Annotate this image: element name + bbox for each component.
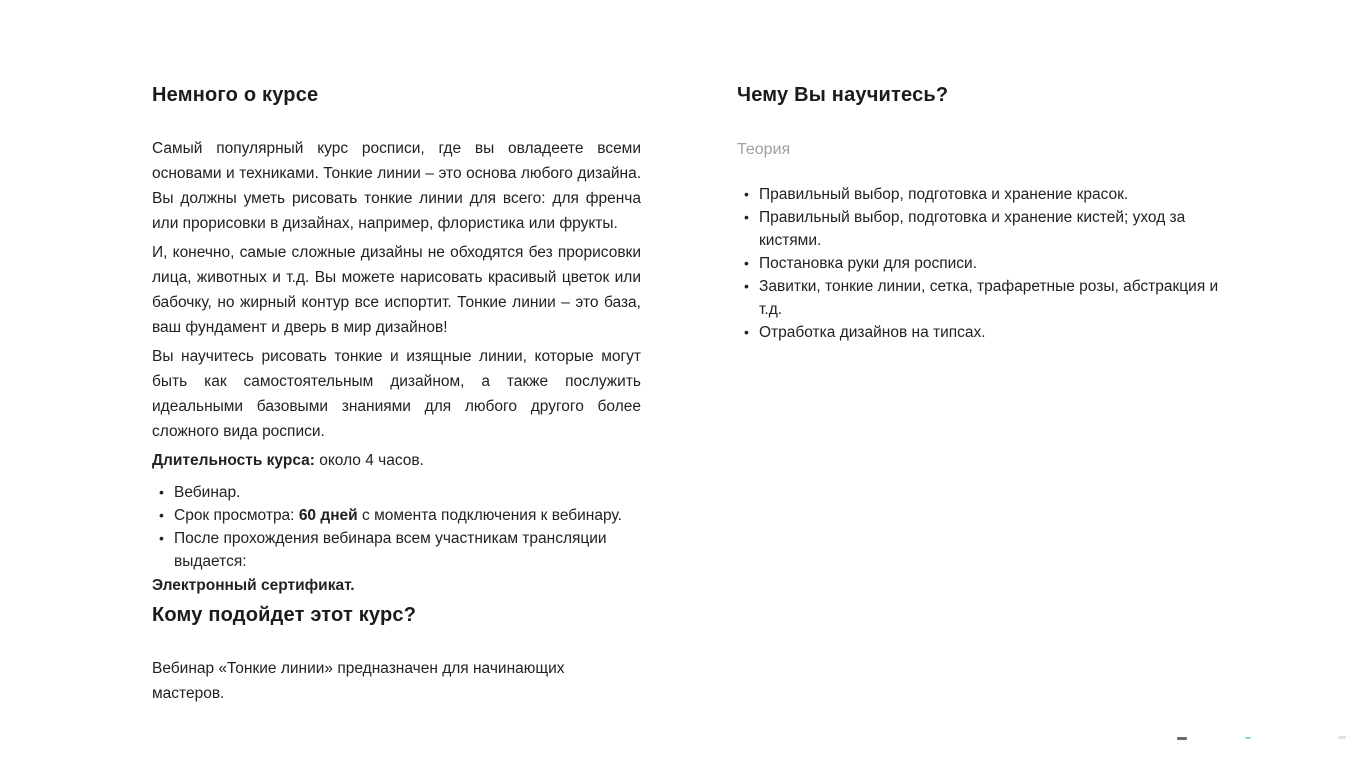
theory-subtitle: Теория [737, 141, 791, 158]
duration-value: около 4 часов. [319, 452, 424, 469]
learn-list [737, 183, 1237, 344]
list-item-text: После прохождения вебинара всем участникам трансляции выдается: [174, 530, 607, 570]
list-item [152, 481, 641, 504]
about-paragraph-1: Самый популярный курс росписи, где вы овладеете всеми основами и техниками. Тонкие линии – это основа любого дизайна. Вы должны уметь рисовать тонкие линии для всего: для френча или прорисовки в дизайнах, например, флористика или фрукты. [152, 140, 641, 232]
list-item-text: Срок просмотра: [174, 507, 295, 524]
list-item: • Правильный выбор, подготовка и хранение кистей; уход за кистями. [737, 206, 1237, 252]
about-course-section [152, 82, 641, 710]
list-item-text: с момента подключения к вебинару. [362, 507, 622, 524]
residual-dash-teal [1245, 737, 1251, 739]
certificate-line: Электронный сертификат. [152, 577, 355, 594]
list-item: • Отработка дизайнов на типсах. [737, 321, 1237, 344]
learn-title: Чему Вы научитесь? [737, 84, 949, 106]
audience-paragraph: Вебинар «Тонкие линии» предназначен для начинающих мастеров. [152, 660, 565, 702]
about-course-title: Немного о курсе [152, 84, 319, 106]
about-paragraph-2: И, конечно, самые сложные дизайны не обходятся без прорисовки лица, животных и т.д. Вы можете нарисовать красивый цветок или бабочку, но жирный контур все испортит. Тонкие линии – это база, ваш фундамент и дверь в мир дизайнов! [152, 244, 641, 336]
learn-section [737, 82, 1237, 344]
residual-dash-light [1338, 736, 1346, 739]
course-format-list [152, 481, 641, 573]
list-item: • Постановка руки для росписи. [737, 252, 1237, 275]
residual-dash-dark [1177, 737, 1187, 740]
duration-line [152, 448, 641, 473]
list-item-text: Вебинар. [174, 484, 241, 501]
list-item: • Завитки, тонкие линии, сетка, трафаретные розы, абстракция и т.д. [737, 275, 1237, 321]
about-paragraph-3: Вы научитесь рисовать тонкие и изящные линии, которые могут быть как самостоятельным дизайном, а также послужить идеальными базовыми знаниями для любого другого более сложного вида росписи. [152, 348, 641, 440]
list-item: • Правильный выбор, подготовка и хранение красок. [737, 183, 1237, 206]
list-item [152, 527, 641, 573]
list-item [152, 504, 641, 527]
duration-label: Длительность курса: [152, 452, 315, 469]
list-item-bold-text: 60 дней [298, 507, 358, 524]
audience-title: Кому подойдет этот курс? [152, 604, 417, 626]
